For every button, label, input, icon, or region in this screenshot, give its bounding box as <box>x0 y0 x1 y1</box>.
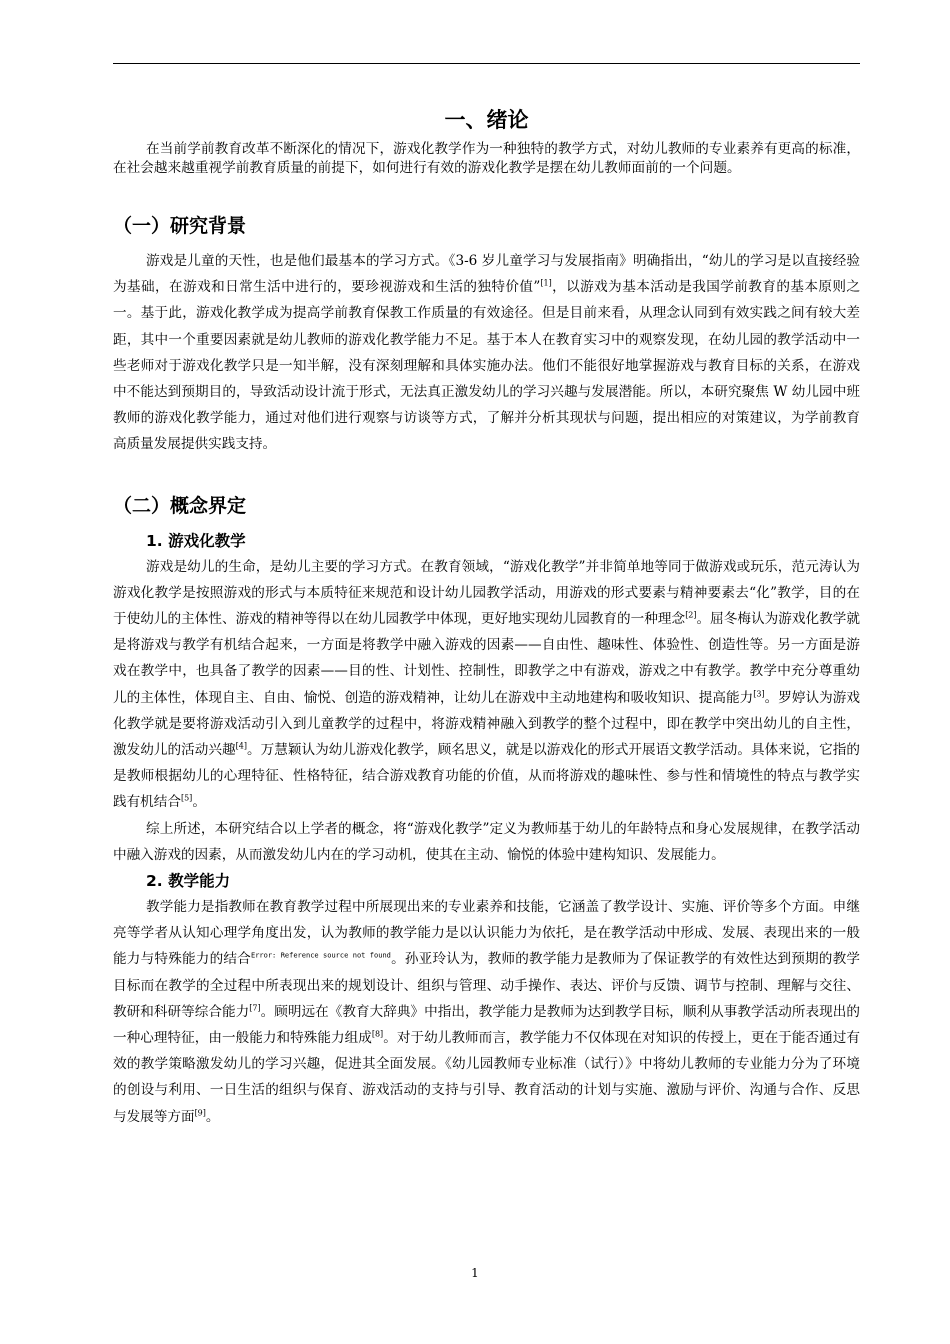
section-heading-background: （一）研究背景 <box>113 215 247 237</box>
section-heading-definitions: （二）概念界定 <box>113 494 247 517</box>
citation-ref: [1] <box>540 278 552 288</box>
summary-paragraph: 综上所述，本研究结合以上学者的概念，将“游戏化教学”定义为教师基于幼儿的年龄特点和身心发展规律，在教学活动中融入游戏的因素，从而激发幼儿内在的学习动机，使其在主动、愉悦的体验中建构知识、发展能力。 <box>113 820 860 863</box>
citation-ref: [7] <box>249 1003 261 1013</box>
citation-ref: [4] <box>235 741 247 751</box>
gamified-teaching-paragraph: 游戏是幼儿的生命，是幼儿主要的学习方式。在教育领域，“游戏化教学”并非简单地等同于做游戏或玩乐，范元涛认为游戏化教学是按照游戏的形式与本质特征来规范和设计幼儿园教学活动，用游戏的形式要素与精神要素去“化”教学，目的在于使幼儿的主体性、游戏的精神等得以在幼儿园教学中体现，更好地实现幼儿园教育的一种理念[2]。屈冬梅认为游戏化教学就是将游戏与教学有机结合起来，一方面是将教学中融入游戏的因素——自由性、趣味性、体验性、创造性等。另一方面是游戏在教学中，也具备了教学的因素——目的性、计划性、控制性，即教学之中有游戏，游戏之中有教学。教学中充分尊重幼儿的主体性，体现自主、自由、愉悦、创造的游戏精神，让幼儿在游戏中主动地建构和吸收知识、提高能力[3]。罗婷认为游戏化教学就是要将游戏活动引入到儿童教学的过程中，将游戏精神融入到教学的整个过程中，即在教学中突出幼儿的自主性，激发幼儿的活动兴趣[4]。万慧颖认为幼儿游戏化教学，顾名思义，就是以游戏化的形式开展语文教学活动。具体来说，它指的是教师根据幼儿的心理特征、性格特征，结合游戏教育功能的价值，从而将游戏的趣味性、参与性和情境性的特点与教学实践有机结合[5]。 <box>113 558 861 811</box>
teaching-ability-paragraph: 教学能力是指教师在教育教学过程中所展现出来的专业素养和技能，它涵盖了教学设计、实施、评价等多个方面。申继亮等学者从认知心理学角度出发，认为教师的教学能力是以认识能力为依托，是在教学活动中形成、发展、表现出来的一般能力与特殊能力的结合$^{Error: Reference source not found}$。孙亚玲认为，教师的教学能力是教师为了保证教学的有效性达到预期的教学目标而在教学的全过程中所表现出来的规划设计、组织与管理、动手操作、表达、评价与反馈、调节与控制、理解与交往、教研和科研等综合能力[7]。顾明远在《教育大辞典》中指出，教学能力是教师为达到教学目标，顺利从事教学活动所表现出的一种心理特征，由一般能力和特殊能力组成[8]。对于幼儿教师而言，教学能力不仅体现在对知识的传授上，更在于能否通过有效的教学策略激发幼儿的学习兴趣，促进其全面发展。《幼儿园教师专业标准（试行）》中将幼儿教师的专业能力分为了环境的创设与利用、一日生活的组织与保育、游戏活动的支持与引导、教育活动的计划与实施、激励与评价、沟通与合作、反思与发展等方面[9]。 <box>113 899 860 1125</box>
intro-paragraph: 在当前学前教育改革不断深化的情况下，游戏化教学作为一种独特的教学方式，对幼儿教师的专业素养有更高的标准，在社会越来越重视学前教育质量的前提下，如何进行有效的游戏化教学是摆在幼儿教师面前的一个问题。 <box>113 141 860 176</box>
citation-ref: [8] <box>371 1029 384 1039</box>
subsection-heading-teaching-ability: 2. 教学能力 <box>146 872 231 891</box>
header-rule <box>113 63 860 64</box>
chapter-heading: 一、绪论 <box>444 108 529 132</box>
citation-ref: [3] <box>753 689 765 699</box>
page-number: 1 <box>471 1266 479 1280</box>
citation-ref: [5] <box>180 793 193 803</box>
page-content <box>113 100 860 1130</box>
background-paragraph: 游戏是儿童的天性，也是他们最基本的学习方式。《3-6 岁儿童学习与发展指南》明确指出，“幼儿的学习是以直接经验为基础，在游戏和日常生活中进行的，要珍视游戏和生活的独特价值”[1]，以游戏为基本活动是我国学前教育的基本原则之一。基于此，游戏化教学成为提高学前教育保教工作质量的有效途径。但是目前来看，从理念认同到有效实践之间有较大差距，其中一个重要因素就是幼儿教师的游戏化教学能力不足。基于本人在教育实习中的观察发现，在幼儿园的教学活动中一些老师对于游戏化教学只是一知半解，没有深刻理解和具体实施办法。他们不能很好地掌握游戏与教育目标的关系，在游戏中不能达到预期目的，导致活动设计流于形式，无法真正激发幼儿的学习兴趣与发展潜能。所以，本研究聚焦 W 幼儿园中班教师的游戏化教学能力，通过对他们进行观察与访谈等方式，了解并分析其现状与问题，提出相应的对策建议，为学前教育高质量发展提供实践支持。 <box>113 253 860 453</box>
reference-error: Error: Reference source not found <box>250 951 391 960</box>
subsection-heading-gamified-teaching: 1. 游戏化教学 <box>146 531 246 550</box>
citation-ref: [2] <box>685 610 697 620</box>
citation-ref: [9] <box>194 1108 206 1118</box>
